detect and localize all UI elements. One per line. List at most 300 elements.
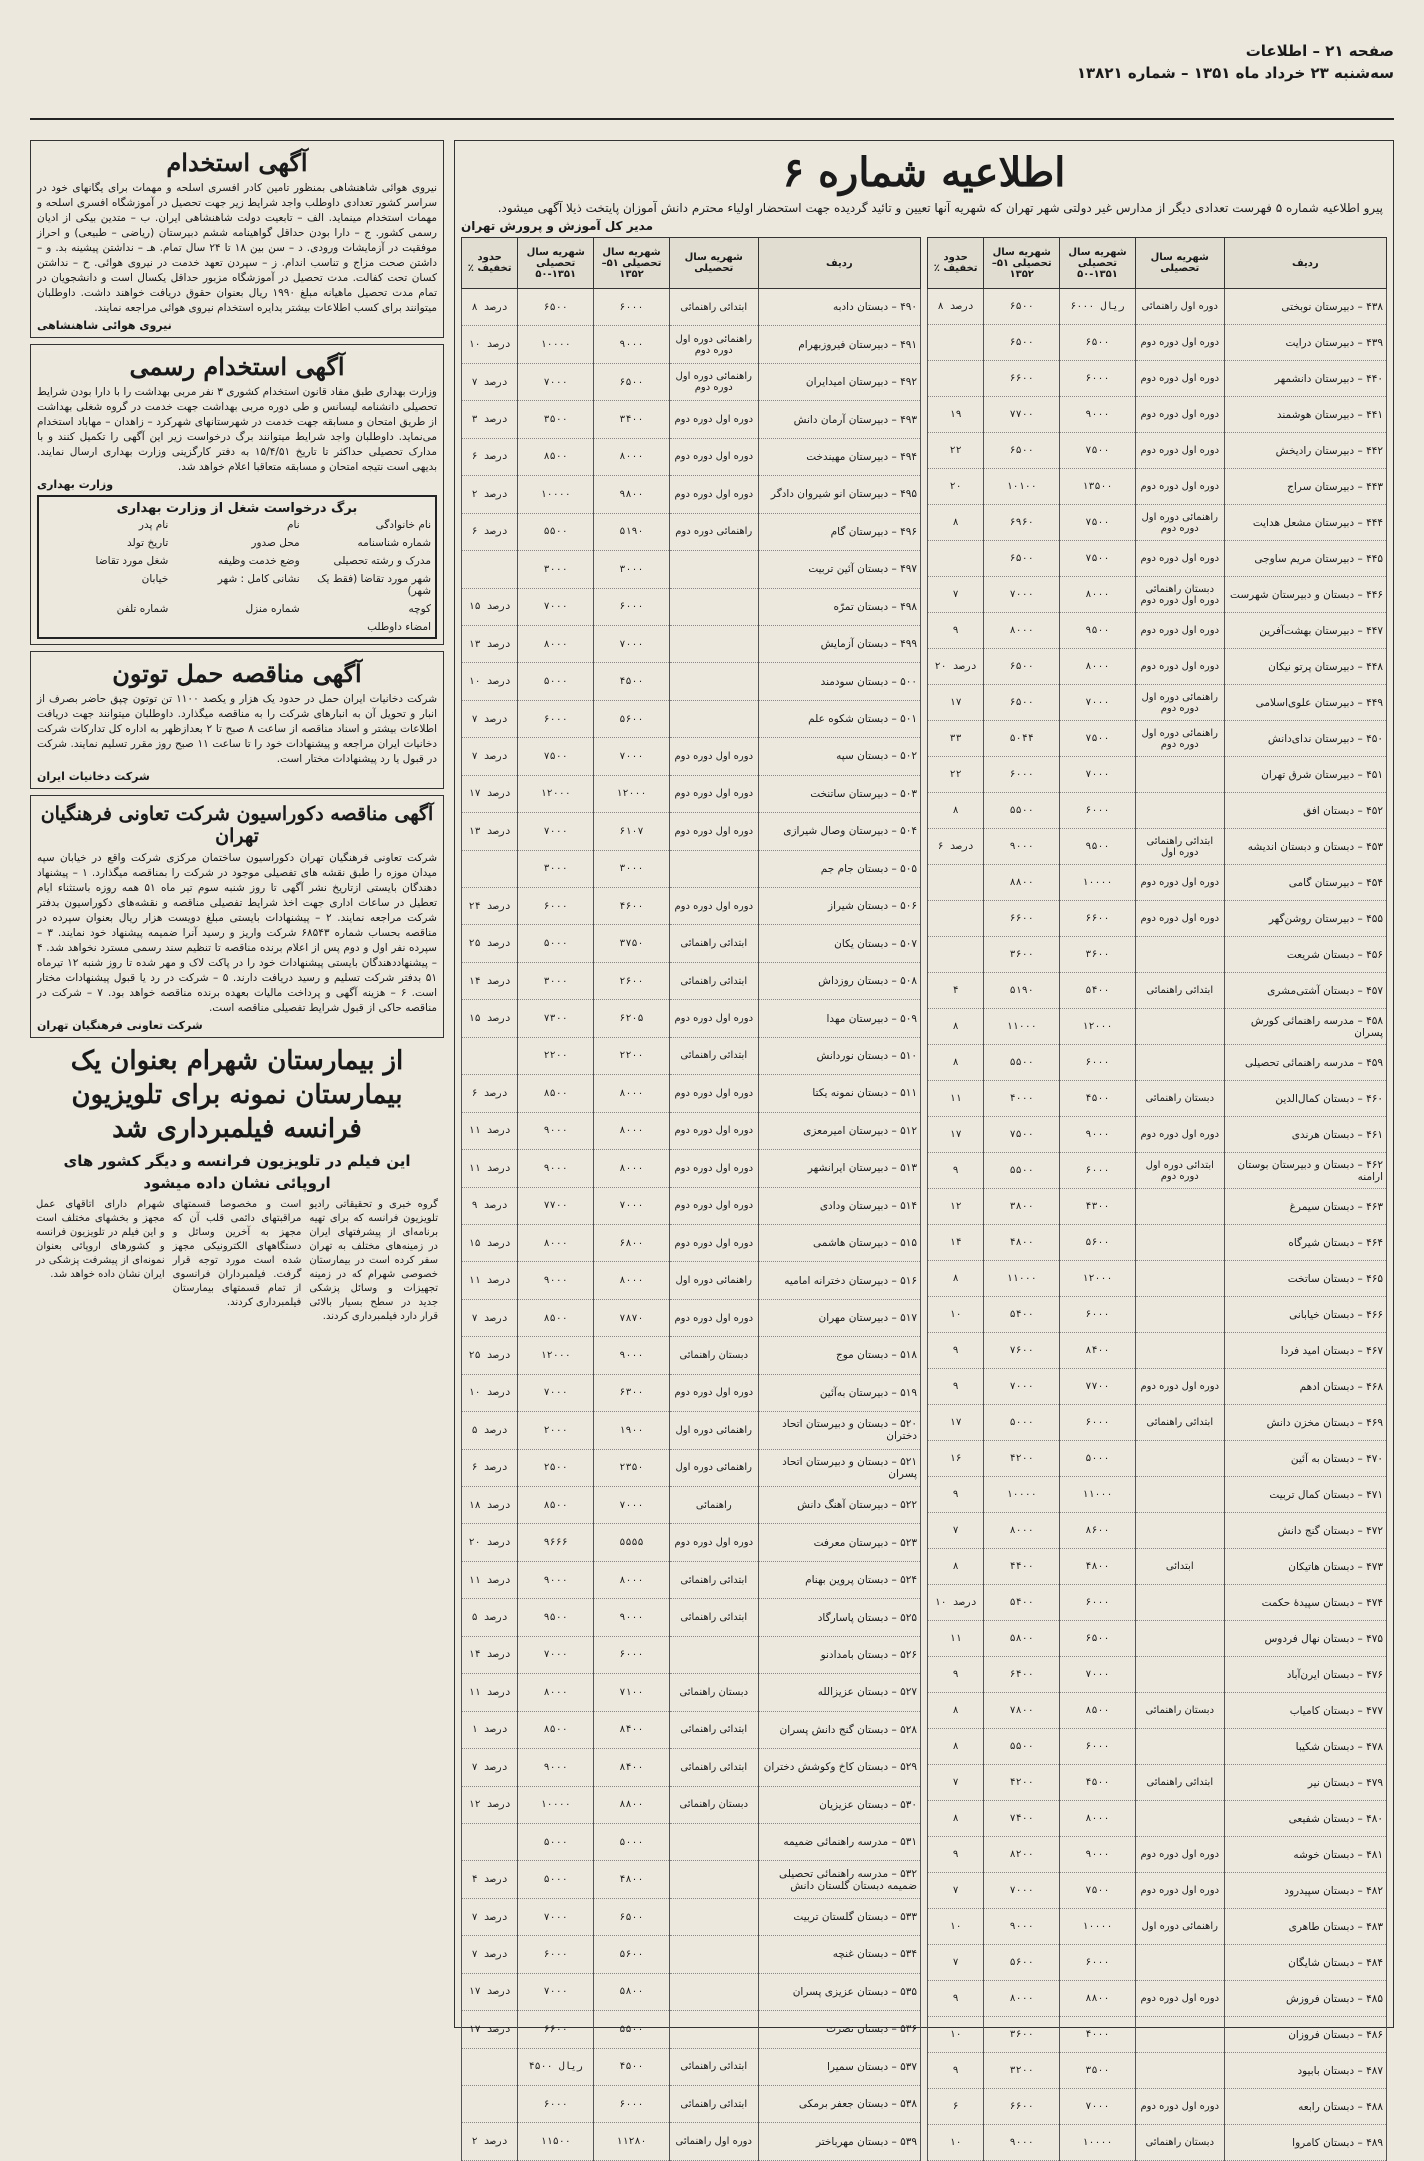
col-school: ردیف [1224,238,1386,289]
fee-new-cell: ۹۰۰۰ [984,829,1060,865]
discount-cell: ۶ درصد [462,1449,518,1486]
fee-new-cell: ۹۰۰۰ [594,326,670,363]
col-discount: حدود تخفیف ٪ [462,238,518,289]
level-cell: راهنمائی [669,1487,758,1524]
table-row [928,829,1387,865]
discount-cell: ۷ [928,1873,984,1909]
fee-old-cell: ۸۵۰۰ [1060,1693,1136,1729]
table-row [462,962,921,999]
discount-cell: ۱۶ [928,1441,984,1477]
fee-new-cell: ۶۲۰۵ [594,1000,670,1037]
fee-new-cell: ۹۰۰۰ [594,1337,670,1374]
level-cell [1135,1045,1224,1081]
school-name-cell: ۵۳۲ – مدرسه راهنمائی تحصیلی ضمیمه دبستان گلستان دانش [758,1861,920,1898]
fee-old-cell: ۷۵۰۰ [1060,541,1136,577]
discount-cell: ۱۱ درصد [462,1150,518,1187]
level-cell: راهنمائی دوره اول [669,1412,758,1449]
fee-new-cell: ۶۰۰۰ [984,757,1060,793]
fee-new-cell: ۶۴۰۰ [984,1657,1060,1693]
fee-new-cell: ۵۴۰۰ [984,1297,1060,1333]
form-field-label: خیابان [141,573,169,585]
fee-old-cell: ۸۵۰۰ [518,1487,594,1524]
discount-cell: ۸ [928,1261,984,1297]
discount-cell: ۱۵ درصد [462,588,518,625]
fee-new-cell: ۶۵۰۰ [984,685,1060,721]
school-name-cell: ۵۳۵ – دبستان عزیزی پسران [758,1973,920,2010]
fee-new-cell: ۶۶۰۰ [984,361,1060,397]
discount-cell: ۶ درصد [928,829,984,865]
discount-cell: ۱۰ [928,2017,984,2053]
fee-new-cell: ۳۸۰۰ [984,1189,1060,1225]
fee-new-cell: ۱۹۰۰ [594,1412,670,1449]
table-row [462,1636,921,1673]
table-row [462,925,921,962]
school-name-cell: ۴۶۳ – دبستان سیمرغ [1224,1189,1386,1225]
level-cell: دبستان راهنمائی [669,1337,758,1374]
fee-old-cell: ۸۵۰۰ [518,1075,594,1112]
discount-cell: ۱۰ درصد [462,1374,518,1411]
ad-body: نیروی هوائی شاهنشاهی بمنظور تامین کادر افسری اسلحه و مهمات برای یگانهای خود در سراسر کشور تعدادی داوطلب واجد شرایط زیر جهت تحصیل در آموزشگاه افسری اسلحه و مهمات استخدام مینماید. الف – تابعیت دولت شاهنشاهی ایران. ب – متدین بیکی از ادیان رسمی کشور. ج – دارا بودن حداقل گواهینامه ششم دبیرستان (ریاضی – طبیعی) و احراز موفقیت در آزمایشات ورودی. د – سن بین ۱۸ تا ۲۴ سال تمام. هـ – نداشتن پیشینه بد. و – داشتن صحت مزاج و تناسب اندام. ز – سپردن تعهد خدمت در نیروی هوائی. ح – نداشتن کسان تحت کفالت. مدت تحصیل در آموزشگاه مزبور حداقل یکسال است و دانشجویان در تمام مدت تحصیل ماهیانه مبلغ ۱۹۹۰ ریال بعنوان حقوق دریافت خواهند داشت. داوطلبان میتوانند برای کسب اطلاعات بیشتر بدایره استخدام نیروی هوائی مراجعه نمایند. [37,182,438,314]
fee-old-cell: ۱۲۰۰۰ [518,775,594,812]
ad-title: آگهی مناقصه دکوراسیون شرکت تعاونی فرهنگیان تهران [40,803,434,847]
discount-cell: ۷ درصد [462,363,518,400]
table-row [462,1449,921,1486]
fee-old-cell: ۱۲۰۰۰ [1060,1009,1136,1045]
school-name-cell: ۴۸۹ – دبستان کامروا [1224,2125,1386,2161]
table-row [462,2011,921,2048]
ad-body: شرکت دخانیات ایران حمل در حدود یک هزار و یکصد ۱۱۰۰ تن توتون چپق حاضر بصرف از انبار و تحویل آن به انبارهای شرکت را به مناقصه میگذارد. داوطلبان میتوانند جهت دریافت اطلاعات بیشتر و اسناد مناقصه از ساعت ۸ صبح تا ۲ بعدازظهر به اداره کل تدارکات شرکت دخانیات ایران مراجعه و پیشنهادات خود را تا ساعت ۱۱ صبح روز مقرر تسلیم نمایند. شرکت در قبول یا رد پیشنهادات مختار است. [37,693,438,765]
discount-cell [462,551,518,588]
fee-old-cell: ۲۲۰۰ [518,1037,594,1074]
table-row [928,1693,1387,1729]
discount-cell: ۶ درصد [462,1075,518,1112]
fee-old-cell: ۹۰۰۰ [1060,397,1136,433]
fee-old-cell: ۶۶۰۰ [1060,901,1136,937]
table-row [462,1337,921,1374]
discount-cell [462,1823,518,1860]
table-row [928,397,1387,433]
table-row [462,888,921,925]
fee-old-cell: ۱۰۰۰۰ [1060,865,1136,901]
fee-new-cell: ۵۱۹۰ [594,513,670,550]
discount-cell: ۷ درصد [462,700,518,737]
fee-old-cell: ۶۵۰۰ [518,289,594,326]
ad-sign: شرکت دخانیات ایران [37,770,150,783]
fee-new-cell: ۸۰۰۰ [594,438,670,475]
fee-old-cell: ۴۵۰۰ [1060,1081,1136,1117]
school-name-cell: ۴۸۲ – دبستان سپیدرود [1224,1873,1386,1909]
ad-title: آگهی استخدام [166,148,308,177]
school-name-cell: ۵۰۵ – دبستان جام جم [758,850,920,887]
fee-new-cell: ۴۵۰۰ [594,663,670,700]
fee-new-cell: ۶۹۶۰ [984,505,1060,541]
fee-old-cell: ۹۰۰۰ [518,1150,594,1187]
discount-cell: ۸ درصد [928,289,984,325]
fee-tables [461,237,1387,2161]
fee-new-cell: ۶۰۰۰ [594,1636,670,1673]
discount-cell: ۱۷ [928,1117,984,1153]
school-name-cell: ۴۷۷ – دبستان کامیاب [1224,1693,1386,1729]
school-name-cell: ۵۲۶ – دبستان بامدادنو [758,1636,920,1673]
discount-cell [462,1037,518,1074]
level-cell: دوره اول دوره دوم [669,1224,758,1261]
level-cell: دوره اول دوره دوم [669,1299,758,1336]
level-cell [1135,937,1224,973]
discount-cell: ۷ [928,1945,984,1981]
fee-new-cell: ۵۵۰۰ [984,793,1060,829]
fee-new-cell: ۸۰۰۰ [594,1150,670,1187]
discount-cell: ۷ [928,577,984,613]
school-name-cell: ۵۱۳ – دبیرستان ایرانشهر [758,1150,920,1187]
discount-cell: ۱۷ درصد [462,1973,518,2010]
table-row [462,738,921,775]
school-name-cell: ۵۲۹ – دبستان کاخ وکوشش دختران [758,1749,920,1786]
fee-old-cell: ۲۵۰۰ [518,1449,594,1486]
table-row [928,1657,1387,1693]
ad-body: شرکت تعاونی فرهنگیان تهران دکوراسیون ساختمان مرکزی شرکت واقع در خیابان سپه میدان موزه را طبق نقشه های تفصیلی موجود در شرکت را بمناقصه میگذارد. ۱ – پیشنهاد دهندگان بایستی ازتاریخ نشر آگهی تا روز شنبه سوم تیر ماه ۵۱ همه روزه باستثناء ایام تعطیل در ساعات اداری جهت اخذ شرایط تفصیلی مناقصه و نقشه‌های دکوراسیون بدفتر شرکت مراجعه نمایند. ۲ – پیشنهادات بایستی مبلغ دویست هزار ریال بعنوان سپرده در مناقصه بحساب شماره ۶۸۵۴۳ شرکت واریز و رسید آنرا ضمیمه پیشنهاد خود نمایند. ۳ – سپرده نفر اول و دوم پس از اعلام برنده مناقصه تا تنظیم سند رسمی مسترد نخواهد شد. ۴ – پیشنهاددهندگان بایستی پیشنهادات خود را در پاکت لاک و مهر شده تا روز شنبه ۱۲ تیرماه ۵۱ بدفتر شرکت تسلیم و رسید دریافت دارند. ۵ – شرکت در رد یا قبول پیشنهادات مختار است. ۶ – هزینه آگهی و پرداخت مالیات بعهده برنده مناقصه خواهد بود. ۷ – شرکت در مناقصه حاکی از قبول شرایط تفصیلی مناقصه است. [37,852,438,1014]
level-cell: راهنمائی دوره دوم [669,513,758,550]
fee-new-cell: ۷۰۰۰ [594,738,670,775]
discount-cell: ۲۰ [928,469,984,505]
discount-cell: ۸ [928,1801,984,1837]
table-row [462,476,921,513]
level-cell: دوره اول دوره دوم [669,813,758,850]
fee-new-cell: ۶۶۰۰ [984,901,1060,937]
discount-cell: ۹ [928,2053,984,2089]
discount-cell: ۱۱ [928,1081,984,1117]
school-name-cell: ۴۶۱ – دبستان هرندی [1224,1117,1386,1153]
table-row [462,1599,921,1636]
table-row [462,1749,921,1786]
fee-new-cell: ۱۰۰۰۰ [984,1477,1060,1513]
table-header-row [462,238,921,289]
ad-sign: شرکت تعاونی فرهنگیان تهران [37,1019,203,1032]
discount-cell: ۳۳ [928,721,984,757]
fee-new-cell: ۳۲۰۰ [984,2053,1060,2089]
discount-cell: ۱۰ درصد [928,1585,984,1621]
fee-old-cell: ۶۰۰۰ [1060,1297,1136,1333]
school-name-cell: ۵۱۷ – دبیرستان مهران [758,1299,920,1336]
level-cell: دبستان راهنمائی [669,1786,758,1823]
fee-old-cell: ۸۰۰۰ [1060,649,1136,685]
fee-new-cell: ۳۶۰۰ [984,937,1060,973]
level-cell: ابتدائی راهنمائی [1135,1765,1224,1801]
fee-old-cell: ۹۵۰۰ [1060,829,1136,865]
table-row [928,1117,1387,1153]
school-name-cell: ۵۲۱ – دبستان و دبیرستان اتحاد پسران [758,1449,920,1486]
fee-old-cell: ۷۵۰۰ [1060,433,1136,469]
school-name-cell: ۴۶۷ – دبستان امید فردا [1224,1333,1386,1369]
fee-old-cell: ۷۰۰۰ [1060,1657,1136,1693]
table-row [462,289,921,326]
discount-cell: ۹ [928,1477,984,1513]
table-row [462,813,921,850]
discount-cell: ۱۸ درصد [462,1487,518,1524]
level-cell: دوره اول دوره دوم [1135,1117,1224,1153]
fee-new-cell: ۴۶۰۰ [594,888,670,925]
fee-old-cell: ۴۰۰۰ [1060,2017,1136,2053]
table-row [928,1333,1387,1369]
school-name-cell: ۴۹۵ – دبیرستان انو شیروان دادگر [758,476,920,513]
table-row [928,289,1387,325]
discount-cell: ۱۰ [928,1909,984,1945]
discount-cell: ۷ درصد [462,1898,518,1935]
table-row [462,551,921,588]
fee-old-cell: ۶۰۰۰ [1060,1153,1136,1189]
level-cell [669,2011,758,2048]
school-name-cell: ۵۰۹ – دبیرستان مهدا [758,1000,920,1037]
discount-cell: ۷ [928,1765,984,1801]
level-cell: ابتدائی راهنمائی [669,1037,758,1074]
school-name-cell: ۵۳۱ – مدرسه راهنمائی ضمیمه [758,1823,920,1860]
fee-new-cell: ۵۵۰۰ [984,1729,1060,1765]
discount-cell: ۲۲ [928,757,984,793]
level-cell: راهنمائی دوره اول دوره دوم [1135,721,1224,757]
school-name-cell: ۵۲۰ – دبستان و دبیرستان اتحاد دختران [758,1412,920,1449]
form-field-label: نام خانوادگی [375,519,431,531]
fee-old-cell: ۶۰۰۰ [518,2086,594,2123]
article-column: گروه خبری و تحقیقاتی رادیو تلویزیون فرانسه که برای تهیه برنامه‌ای از پیشرفتهای ایران در زمینه‌های مختلف به تهران سفر کرده است در بیمارستان خصوصی شهرام که در زمینه تجهیزات و وسائل پزشکی جدید در سطح بسیار بالائی قرار دارد فیلمبرداری کردند. [309,1199,438,1322]
level-cell [1135,2017,1224,2053]
discount-cell: ۹ [928,1657,984,1693]
col-fee-new: شهریه سال تحصیلی ۵۱–۱۳۵۲ [984,238,1060,289]
table-row [928,505,1387,541]
fee-old-cell: ۷۰۰۰ [518,1973,594,2010]
fee-old-cell: ۶۰۰۰ [518,700,594,737]
fee-old-cell: ۱۲۰۰۰ [1060,1261,1136,1297]
page-columns [30,140,1394,2149]
fee-old-cell: ۶۶۰۰ [518,2011,594,2048]
level-cell [1135,1333,1224,1369]
table-row [462,1000,921,1037]
school-name-cell: ۴۷۸ – دبستان شکیبا [1224,1729,1386,1765]
fee-new-cell: ۸۰۰۰ [984,1981,1060,2017]
school-name-cell: ۴۷۰ – دبستان به آئین [1224,1441,1386,1477]
table-row [928,1081,1387,1117]
discount-cell: ۴ درصد [462,1861,518,1898]
fee-new-cell: ۲۳۵۰ [594,1449,670,1486]
article-column: است و مخصوصا قسمتهای مراقبتهای دائمی قلب آن که مجهز به آخرین وسائل و دستگاههای الکترونیکی مجهز شده است مورد توجه قرار گرفت. فیلمبرداران فرانسوی از تمام قسمتهای بیمارستان فیلمبرداری کردند. [172,1199,302,1308]
table-row [928,2017,1387,2053]
discount-cell: ۷ [928,1513,984,1549]
discount-cell: ۱۰ درصد [462,663,518,700]
level-cell [1135,793,1224,829]
fee-old-cell: ۴۵۰۰ [1060,1765,1136,1801]
discount-cell: ۱۱ درصد [462,1262,518,1299]
fee-new-cell: ۵۵۵۵ [594,1524,670,1561]
school-name-cell: ۴۶۵ – دبستان ساتخت [1224,1261,1386,1297]
level-cell [1135,1729,1224,1765]
discount-cell: ۸ درصد [462,289,518,326]
level-cell: دوره اول دوره دوم [1135,1369,1224,1405]
fee-new-cell: ۵۵۰۰ [594,2011,670,2048]
level-cell: دوره اول دوره دوم [669,775,758,812]
table-row [462,1224,921,1261]
discount-cell: ۶ درصد [462,513,518,550]
fee-old-cell: ۱۰۰۰۰ [518,326,594,363]
fee-new-cell: ۷۱۰۰ [594,1674,670,1711]
col-school: ردیف [758,238,920,289]
level-cell: دوره اول راهنمائی [1135,289,1224,325]
table-row [928,793,1387,829]
fee-old-cell: ۱۰۰۰۰ [1060,1909,1136,1945]
fee-new-cell: ۷۸۰۰ [984,1693,1060,1729]
fee-new-cell: ۴۴۰۰ [984,1549,1060,1585]
level-cell [1135,2053,1224,2089]
fee-old-cell: ۹۰۰۰ [518,1749,594,1786]
table-row [462,401,921,438]
table-row [462,1299,921,1336]
level-cell [1135,1801,1224,1837]
school-name-cell: ۵۳۰ – دبستان عزیزیان [758,1786,920,1823]
discount-cell [928,541,984,577]
school-name-cell: ۵۲۵ – دبستان پاسارگاد [758,1599,920,1636]
fee-new-cell: ۱۱۰۰۰ [984,1261,1060,1297]
level-cell: دبستان راهنمائی [1135,2125,1224,2161]
discount-cell [928,901,984,937]
level-cell [669,1936,758,1973]
fee-new-cell: ۶۳۰۰ [594,1374,670,1411]
school-name-cell: ۴۴۴ – دبیرستان مشعل هدایت [1224,505,1386,541]
fee-old-cell: ۶۰۰۰ [1060,1945,1136,1981]
fee-old-cell: ۷۳۰۰ [518,1000,594,1037]
school-name-cell: ۴۸۷ – دبستان بابیود [1224,2053,1386,2089]
discount-cell: ۱۰ درصد [462,326,518,363]
school-name-cell: ۵۱۴ – دبیرستان ودادی [758,1187,920,1224]
table-row [462,2086,921,2123]
fee-old-cell: ۴۵۰۰ ریال [518,2048,594,2085]
school-name-cell: ۵۰۱ – دبستان شکوه علم [758,700,920,737]
level-cell: دوره اول دوره دوم [1135,361,1224,397]
fee-new-cell: ۸۲۰۰ [984,1837,1060,1873]
discount-cell: ۱۳ درصد [462,625,518,662]
level-cell: ابتدائی راهنمائی [669,1599,758,1636]
fee-old-cell: ۶۰۰۰ [1060,1405,1136,1441]
level-cell: دوره اول دوره دوم [669,1000,758,1037]
fee-table-left [461,237,921,2161]
school-name-cell: ۴۸۰ – دبستان شفیعی [1224,1801,1386,1837]
form-field-label: محل صدور [251,537,300,549]
discount-cell: ۸ [928,1729,984,1765]
form-title: برگ درخواست شغل از وزارت بهداری [116,501,358,516]
table-row [462,1823,921,1860]
fee-old-cell: ۶۰۰۰ ریال [1060,289,1136,325]
page-line: صفحه ۲۱ – اطلاعات [1245,42,1394,60]
school-name-cell: ۵۳۹ – دبستان مهرباختر [758,2123,920,2161]
discount-cell: ۱۱ [928,1621,984,1657]
fee-new-cell: ۳۰۰۰ [594,850,670,887]
notice-section [454,140,1394,2149]
fee-old-cell: ۷۷۰۰ [518,1187,594,1224]
tobacco-tender-ad [30,651,444,789]
fee-old-cell: ۷۰۰۰ [518,1898,594,1935]
fee-new-cell: ۳۴۰۰ [594,401,670,438]
table-row [928,1981,1387,2017]
fee-old-cell: ۹۶۶۶ [518,1524,594,1561]
level-cell [1135,1585,1224,1621]
fee-new-cell: ۳۰۰۰ [594,551,670,588]
discount-cell: ۷ درصد [462,738,518,775]
school-name-cell: ۵۱۹ – دبیرستان به‌آئین [758,1374,920,1411]
fee-new-cell: ۶۸۰۰ [594,1224,670,1261]
table-row [462,1412,921,1449]
fee-old-cell: ۵۴۰۰ [1060,973,1136,1009]
table-row [928,1297,1387,1333]
fee-old-cell: ۹۰۰۰ [1060,1837,1136,1873]
article-column: شهرام دارای اتاقهای عمل مجهز و بخشهای مختلف است و این فیلم در تلویزیون فرانسه و کشورهای اروپائی بعنوان نمونه‌ای از پیشرفت پزشکی در ایران نشان داده خواهد شد. [35,1199,165,1280]
table-row [928,1189,1387,1225]
table-row [462,1487,921,1524]
fee-old-cell: ۲۰۰۰ [518,1412,594,1449]
fee-old-cell: ۸۸۰۰ [1060,1981,1136,2017]
discount-cell: ۷ درصد [462,1749,518,1786]
school-name-cell: ۵۰۳ – دبیرستان ساتنخت [758,775,920,812]
level-cell [1135,1297,1224,1333]
fee-old-cell: ۵۰۰۰ [518,1823,594,1860]
table-row [928,1873,1387,1909]
fee-new-cell: ۵۶۰۰ [984,1945,1060,1981]
level-cell [1135,1621,1224,1657]
discount-cell: ۸ [928,1009,984,1045]
school-name-cell: ۴۷۵ – دبستان نهال فردوس [1224,1621,1386,1657]
form-field-label: شماره شناسنامه [357,537,431,549]
table-row [928,1621,1387,1657]
discount-cell: ۹ [928,613,984,649]
fee-new-cell: ۶۵۰۰ [984,289,1060,325]
fee-old-cell: ۵۰۰۰ [518,1861,594,1898]
fee-new-cell: ۸۰۰۰ [984,1513,1060,1549]
fee-old-cell: ۸۵۰۰ [518,1299,594,1336]
school-name-cell: ۴۹۳ – دبیرستان آرمان دانش [758,401,920,438]
fee-new-cell: ۷۰۰۰ [594,1487,670,1524]
table-row [462,513,921,550]
school-name-cell: ۴۳۸ – دبیرستان نوبختی [1224,289,1386,325]
school-name-cell: ۵۱۲ – دبیرستان امیرمعزی [758,1112,920,1149]
school-name-cell: ۴۶۲ – دبستان و دبیرستان بوستان ارامنه [1224,1153,1386,1189]
table-row [462,625,921,662]
form-field-label: شماره تلفن [116,603,169,615]
level-cell: راهنمائی دوره اول دوره دوم [669,363,758,400]
discount-cell: ۱۷ [928,685,984,721]
level-cell: ابتدائی راهنمائی [669,2086,758,2123]
discount-cell: ۱۰ [928,2125,984,2161]
fee-new-cell: ۶۰۰۰ [594,2086,670,2123]
table-row [928,1153,1387,1189]
level-cell [669,1973,758,2010]
discount-cell: ۸ [928,793,984,829]
table-row [462,1374,921,1411]
table-row [462,1037,921,1074]
discount-cell: ۱ درصد [462,1711,518,1748]
level-cell [669,1898,758,1935]
fee-new-cell: ۵۸۰۰ [594,1973,670,2010]
table-row [928,685,1387,721]
fee-new-cell: ۷۷۰۰ [984,397,1060,433]
fee-new-cell: ۵۵۰۰ [984,1045,1060,1081]
discount-cell: ۱۷ درصد [462,775,518,812]
discount-cell: ۲۰ درصد [928,649,984,685]
discount-cell: ۴ [928,973,984,1009]
fee-new-cell: ۵۶۰۰ [594,700,670,737]
table-row [462,1786,921,1823]
discount-cell: ۱۳ درصد [462,813,518,850]
table-row [928,1729,1387,1765]
table-row [928,2125,1387,2161]
ads-column [30,140,444,2028]
level-cell: دوره اول دوره دوم [669,1187,758,1224]
school-name-cell: ۴۴۰ – دبیرستان دانشمهر [1224,361,1386,397]
fee-new-cell: ۴۲۰۰ [984,1441,1060,1477]
